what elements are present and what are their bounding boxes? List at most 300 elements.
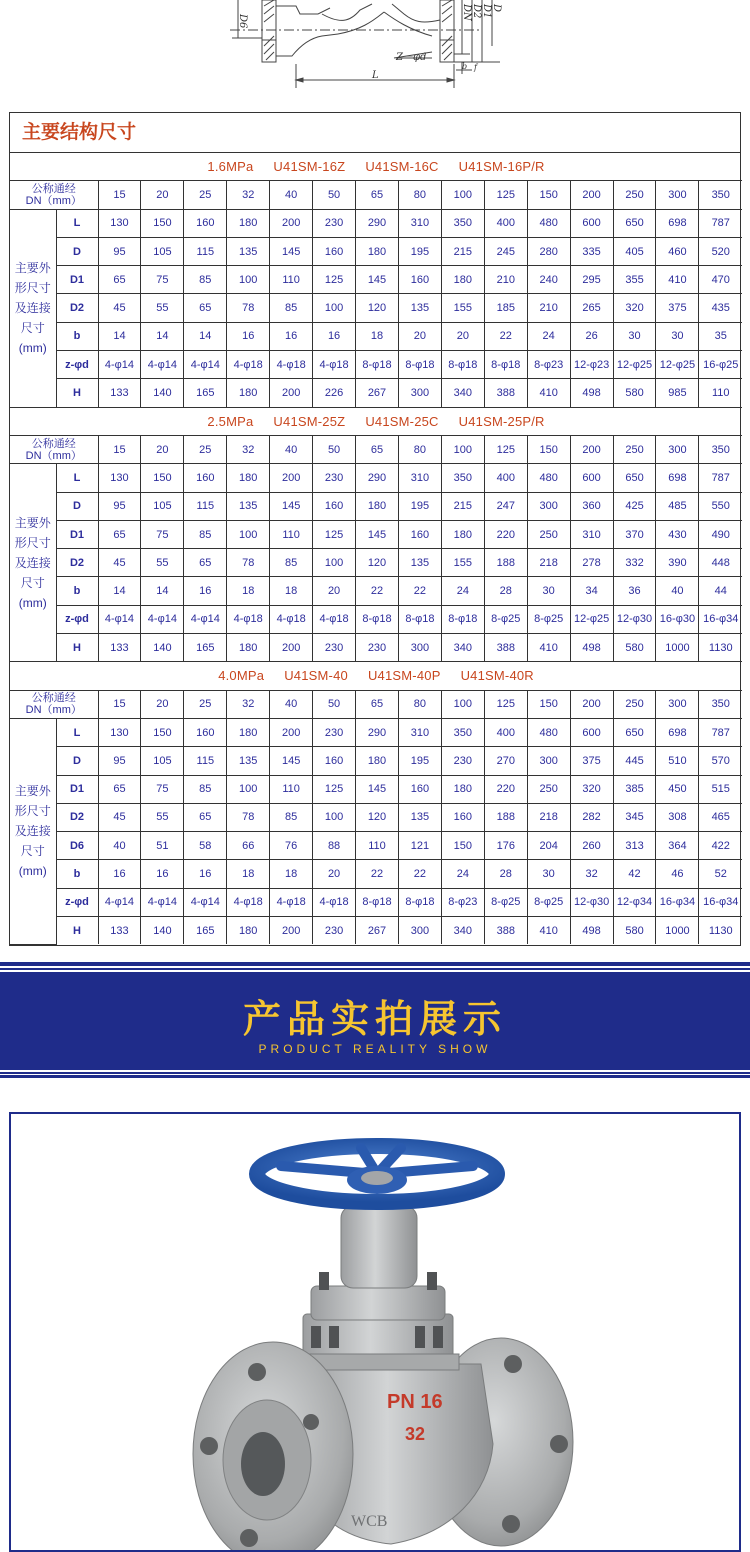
dn-value: 15 — [98, 690, 141, 718]
dimension-value: 308 — [656, 803, 699, 831]
dn-value: 40 — [270, 690, 313, 718]
dimension-value: 105 — [141, 237, 184, 265]
dimension-value: 165 — [184, 379, 227, 407]
dimension-value: 150 — [141, 464, 184, 492]
dimension-value: 95 — [98, 492, 141, 520]
dimension-value: 290 — [356, 464, 399, 492]
dn-value: 100 — [441, 181, 484, 209]
dimension-value: 45 — [98, 549, 141, 577]
dimension-value: 698 — [656, 209, 699, 237]
dimension-value: 110 — [356, 832, 399, 860]
banner-rule — [0, 1072, 750, 1074]
dimension-value: 115 — [184, 747, 227, 775]
dimension-value: 100 — [313, 294, 356, 322]
dn-value: 50 — [313, 435, 356, 463]
valve-section-drawing — [0, 0, 750, 100]
dimension-value: 4-φ18 — [227, 888, 270, 916]
dimension-value: 20 — [441, 322, 484, 350]
body-mark-size: 32 — [405, 1424, 426, 1444]
dn-value: 15 — [98, 435, 141, 463]
dimension-value: 480 — [527, 464, 570, 492]
dimension-value: 115 — [184, 237, 227, 265]
dimension-symbol: z-φd — [56, 888, 98, 916]
dimension-value: 12-φ30 — [570, 888, 613, 916]
dimension-value: 12-φ25 — [613, 351, 656, 379]
dimension-value: 300 — [398, 379, 441, 407]
dimension-value: 160 — [184, 209, 227, 237]
dimension-value: 355 — [613, 266, 656, 294]
dimension-value: 8-φ18 — [356, 888, 399, 916]
dimension-value: 448 — [699, 549, 742, 577]
model-number: U41SM-40 — [284, 668, 348, 684]
dn-value: 25 — [184, 690, 227, 718]
dimension-value: 100 — [227, 266, 270, 294]
dimension-symbol: z-φd — [56, 605, 98, 633]
dimension-value: 200 — [270, 379, 313, 407]
dimension-value: 335 — [570, 237, 613, 265]
dn-value: 350 — [699, 435, 742, 463]
dimension-value: 410 — [527, 917, 570, 945]
dimension-value: 210 — [484, 266, 527, 294]
dimension-value: 30 — [527, 860, 570, 888]
dimension-value: 230 — [313, 209, 356, 237]
dn-value: 125 — [484, 181, 527, 209]
dimension-value: 188 — [484, 549, 527, 577]
dimension-value: 600 — [570, 209, 613, 237]
dimension-value: 230 — [313, 718, 356, 746]
dn-value: 25 — [184, 435, 227, 463]
dimension-value: 400 — [484, 464, 527, 492]
dimension-value: 165 — [184, 917, 227, 945]
dimension-value: 8-φ18 — [398, 888, 441, 916]
dn-value: 350 — [699, 690, 742, 718]
dimension-value: 1000 — [656, 917, 699, 945]
dimension-value: 160 — [398, 520, 441, 548]
dimension-value: 8-φ25 — [527, 888, 570, 916]
dimension-value: 120 — [356, 294, 399, 322]
model-number: U41SM-25P/R — [458, 413, 545, 429]
dimension-value: 45 — [98, 803, 141, 831]
dimension-value: 300 — [527, 492, 570, 520]
dimension-value: 45 — [98, 294, 141, 322]
dimension-value: 150 — [441, 832, 484, 860]
dimension-symbol: b — [56, 322, 98, 350]
dimension-value: 155 — [441, 549, 484, 577]
dimension-group-label: 主要外形尺寸及连接尺寸(mm) — [10, 464, 56, 662]
banner-rule — [0, 1075, 750, 1078]
dimension-value: 465 — [699, 803, 742, 831]
dimension-value: 14 — [184, 322, 227, 350]
dimension-value: 300 — [398, 917, 441, 945]
dimension-value: 160 — [441, 803, 484, 831]
dimension-value: 410 — [527, 634, 570, 662]
dimension-symbol: D6 — [56, 832, 98, 860]
dimension-value: 195 — [398, 492, 441, 520]
dimension-value: 4-φ18 — [227, 605, 270, 633]
dimension-value: 100 — [227, 520, 270, 548]
dimension-value: 14 — [141, 322, 184, 350]
dimension-value: 150 — [141, 718, 184, 746]
dimension-value: 120 — [356, 803, 399, 831]
dimension-value: 160 — [398, 266, 441, 294]
dn-value: 300 — [656, 181, 699, 209]
dimension-value: 215 — [441, 237, 484, 265]
dimension-value: 580 — [613, 379, 656, 407]
dimension-value: 150 — [141, 209, 184, 237]
dimension-symbol: H — [56, 917, 98, 945]
dimension-value: 787 — [699, 464, 742, 492]
dimension-value: 185 — [484, 294, 527, 322]
dimension-value: 360 — [570, 492, 613, 520]
dimension-value: 350 — [441, 464, 484, 492]
dimension-value: 20 — [398, 322, 441, 350]
dimension-value: 180 — [227, 379, 270, 407]
nominal-diameter-label-line: DN（mm） — [25, 194, 82, 207]
dimension-value: 34 — [570, 577, 613, 605]
dimension-value: 125 — [313, 266, 356, 294]
dimension-value: 16 — [184, 860, 227, 888]
dimension-value: 100 — [313, 549, 356, 577]
dimension-value: 8-φ18 — [441, 351, 484, 379]
dimension-table — [10, 153, 742, 945]
dimension-value: 22 — [398, 860, 441, 888]
dn-value: 32 — [227, 435, 270, 463]
dimension-value: 55 — [141, 803, 184, 831]
dimension-value: 698 — [656, 464, 699, 492]
dimension-value: 400 — [484, 209, 527, 237]
dimension-value: 300 — [398, 634, 441, 662]
dimension-value: 218 — [527, 803, 570, 831]
dimension-value: 280 — [527, 237, 570, 265]
dimension-value: 195 — [398, 237, 441, 265]
dimension-value: 14 — [98, 322, 141, 350]
dimension-value: 160 — [313, 492, 356, 520]
dimension-value: 85 — [184, 520, 227, 548]
dimension-value: 16 — [98, 860, 141, 888]
dimension-value: 385 — [613, 775, 656, 803]
model-number: U41SM-25Z — [273, 413, 346, 429]
dimension-value: 480 — [527, 209, 570, 237]
dimension-value: 16 — [313, 322, 356, 350]
dn-value: 65 — [356, 181, 399, 209]
dimension-value: 125 — [313, 775, 356, 803]
dimension-value: 650 — [613, 464, 656, 492]
banner-title: 产品实拍展示 — [242, 997, 507, 1041]
section-banner — [0, 962, 750, 1078]
dimension-value: 282 — [570, 803, 613, 831]
dimension-value: 410 — [656, 266, 699, 294]
dn-value: 300 — [656, 435, 699, 463]
dimension-value: 4-φ14 — [184, 888, 227, 916]
dimension-value: 180 — [227, 209, 270, 237]
pressure-rating: 2.5MPa — [207, 413, 254, 429]
dimension-value: 135 — [227, 747, 270, 775]
dimension-value: 460 — [656, 237, 699, 265]
dimension-value: 18 — [227, 577, 270, 605]
dn-value: 65 — [356, 690, 399, 718]
dimension-value: 95 — [98, 747, 141, 775]
nominal-diameter-label-line: 公称通经 — [31, 692, 76, 705]
dimension-value: 470 — [699, 266, 742, 294]
dn-value: 150 — [527, 690, 570, 718]
dn-value: 40 — [270, 435, 313, 463]
dimension-value: 180 — [227, 917, 270, 945]
nominal-diameter-label-line: 公称通经 — [31, 182, 76, 195]
dn-value: 250 — [613, 181, 656, 209]
dimension-value: 51 — [141, 832, 184, 860]
dimension-value: 260 — [570, 832, 613, 860]
dn-value: 40 — [270, 181, 313, 209]
dimension-value: 130 — [98, 464, 141, 492]
dim-d1-label: D1 — [481, 4, 492, 19]
dimension-symbol: D2 — [56, 294, 98, 322]
dimension-value: 215 — [441, 492, 484, 520]
dimension-value: 14 — [141, 577, 184, 605]
dimension-value: 230 — [313, 634, 356, 662]
dimension-value: 180 — [441, 775, 484, 803]
dimension-value: 580 — [613, 634, 656, 662]
dimension-value: 130 — [98, 718, 141, 746]
dimension-value: 100 — [227, 775, 270, 803]
banner-subtitle: PRODUCT REALITY SHOW — [258, 1042, 492, 1056]
dimension-value: 180 — [356, 747, 399, 775]
dimension-value: 65 — [98, 520, 141, 548]
dimension-value: 176 — [484, 832, 527, 860]
dimension-value: 30 — [656, 322, 699, 350]
pressure-class-header — [10, 407, 742, 435]
dimension-value: 135 — [398, 294, 441, 322]
dimension-value: 180 — [441, 520, 484, 548]
dimension-value: 4-φ14 — [141, 605, 184, 633]
dimension-value: 52 — [699, 860, 742, 888]
dimension-value: 230 — [313, 464, 356, 492]
dimension-value: 480 — [527, 718, 570, 746]
dimension-value: 310 — [398, 718, 441, 746]
dim-dn-label: DN — [461, 4, 472, 21]
dimension-value: 180 — [356, 492, 399, 520]
dimension-value: 4-φ14 — [98, 351, 141, 379]
dimension-value: 340 — [441, 379, 484, 407]
dimension-value: 650 — [613, 209, 656, 237]
dimension-value: 160 — [313, 747, 356, 775]
dimension-value: 270 — [484, 747, 527, 775]
dimension-value: 30 — [613, 322, 656, 350]
dimension-value: 180 — [227, 718, 270, 746]
dimension-value: 140 — [141, 634, 184, 662]
dimension-symbol: b — [56, 860, 98, 888]
dimension-value: 110 — [270, 520, 313, 548]
dimension-value: 250 — [527, 520, 570, 548]
dimension-value: 600 — [570, 464, 613, 492]
dimension-value: 78 — [227, 803, 270, 831]
dn-value: 125 — [484, 435, 527, 463]
dimension-value: 85 — [270, 549, 313, 577]
dimension-value: 410 — [527, 379, 570, 407]
banner-rule — [0, 968, 750, 970]
dimension-value: 267 — [356, 917, 399, 945]
dimension-value: 14 — [98, 577, 141, 605]
dn-value: 125 — [484, 690, 527, 718]
dimension-value: 100 — [313, 803, 356, 831]
dimension-symbol: L — [56, 464, 98, 492]
dn-value: 150 — [527, 435, 570, 463]
dimension-value: 30 — [527, 577, 570, 605]
dimension-value: 375 — [656, 294, 699, 322]
dimension-symbol: H — [56, 634, 98, 662]
dimension-value: 265 — [570, 294, 613, 322]
dimension-value: 485 — [656, 492, 699, 520]
dimension-value: 600 — [570, 718, 613, 746]
dimension-value: 4-φ18 — [313, 605, 356, 633]
dimension-value: 310 — [398, 464, 441, 492]
dimension-value: 105 — [141, 492, 184, 520]
dimension-value: 16-φ34 — [699, 888, 742, 916]
dimension-value: 200 — [270, 464, 313, 492]
dimension-value: 145 — [356, 775, 399, 803]
dimension-symbol: H — [56, 379, 98, 407]
dim-d2-label: D2 — [471, 4, 482, 19]
dimension-value: 204 — [527, 832, 570, 860]
dimension-value: 8-φ23 — [527, 351, 570, 379]
dn-value: 300 — [656, 690, 699, 718]
dimension-value: 180 — [227, 464, 270, 492]
dimension-value: 4-φ14 — [98, 605, 141, 633]
pressure-rating: 4.0MPa — [218, 668, 265, 684]
dimension-value: 200 — [270, 634, 313, 662]
dimension-value: 16-φ25 — [699, 351, 742, 379]
dimension-symbol: D — [56, 747, 98, 775]
dim-d-label: D — [491, 4, 502, 13]
dimension-value: 4-φ14 — [141, 351, 184, 379]
dimension-value: 4-φ18 — [270, 888, 313, 916]
dimension-symbol: D2 — [56, 549, 98, 577]
dimension-value: 310 — [570, 520, 613, 548]
dimension-value: 65 — [184, 803, 227, 831]
dimension-value: 110 — [270, 775, 313, 803]
pressure-class-header — [10, 662, 742, 690]
dimension-symbol: D1 — [56, 775, 98, 803]
dimension-value: 580 — [613, 917, 656, 945]
dimension-value: 22 — [356, 577, 399, 605]
dn-value: 50 — [313, 690, 356, 718]
dimension-value: 65 — [98, 775, 141, 803]
dimension-value: 4-φ18 — [270, 351, 313, 379]
dimension-value: 75 — [141, 520, 184, 548]
left-flange — [193, 1342, 353, 1550]
dimension-value: 26 — [570, 322, 613, 350]
dimension-value: 12-φ30 — [613, 605, 656, 633]
dim-f-label: f — [474, 63, 477, 72]
dimension-value: 364 — [656, 832, 699, 860]
dimension-value: 498 — [570, 917, 613, 945]
dimension-symbol: L — [56, 718, 98, 746]
dn-value: 20 — [141, 690, 184, 718]
dimension-value: 44 — [699, 577, 742, 605]
dimension-value: 145 — [356, 520, 399, 548]
dn-value: 250 — [613, 690, 656, 718]
dimension-value: 230 — [313, 917, 356, 945]
dimension-value: 220 — [484, 775, 527, 803]
dimension-value: 18 — [356, 322, 399, 350]
dimension-value: 40 — [656, 577, 699, 605]
dimension-value: 300 — [527, 747, 570, 775]
dn-value: 25 — [184, 181, 227, 209]
dimension-value: 698 — [656, 718, 699, 746]
dimension-value: 498 — [570, 379, 613, 407]
dimension-value: 787 — [699, 209, 742, 237]
handwheel — [257, 1146, 497, 1202]
dimension-value: 405 — [613, 237, 656, 265]
dimension-value: 388 — [484, 379, 527, 407]
dimension-value: 195 — [398, 747, 441, 775]
dimension-value: 115 — [184, 492, 227, 520]
dimension-value: 85 — [270, 294, 313, 322]
dimension-value: 520 — [699, 237, 742, 265]
dimension-value: 155 — [441, 294, 484, 322]
dimension-value: 16-φ34 — [699, 605, 742, 633]
dimension-value: 133 — [98, 634, 141, 662]
dimension-value: 65 — [184, 294, 227, 322]
dimension-value: 36 — [613, 577, 656, 605]
dimension-value: 350 — [441, 718, 484, 746]
dn-value: 80 — [398, 181, 441, 209]
dimension-value: 145 — [270, 747, 313, 775]
dimension-value: 88 — [313, 832, 356, 860]
dimension-value: 32 — [570, 860, 613, 888]
dimension-value: 250 — [527, 775, 570, 803]
dimension-value: 55 — [141, 549, 184, 577]
body-mark-material: WCB — [351, 1513, 388, 1530]
dn-value: 80 — [398, 435, 441, 463]
dimension-value: 18 — [270, 860, 313, 888]
dimension-value: 16 — [184, 577, 227, 605]
dn-value: 100 — [441, 690, 484, 718]
dimension-value: 310 — [398, 209, 441, 237]
dimension-value: 75 — [141, 266, 184, 294]
dimension-value: 120 — [356, 549, 399, 577]
dimension-value: 8-φ25 — [484, 888, 527, 916]
dimension-value: 8-φ18 — [441, 605, 484, 633]
dimension-value: 8-φ18 — [356, 351, 399, 379]
dimension-value: 140 — [141, 379, 184, 407]
dn-value: 32 — [227, 181, 270, 209]
dimension-value: 8-φ25 — [484, 605, 527, 633]
dimension-group-label: 主要外形尺寸及连接尺寸(mm) — [10, 718, 56, 944]
dimension-value: 105 — [141, 747, 184, 775]
dimension-value: 8-φ25 — [527, 605, 570, 633]
dimension-value: 445 — [613, 747, 656, 775]
dimension-value: 498 — [570, 634, 613, 662]
dimension-value: 650 — [613, 718, 656, 746]
dn-value: 200 — [570, 690, 613, 718]
nominal-diameter-label-line: DN（mm） — [25, 449, 82, 462]
model-number: U41SM-40R — [460, 668, 534, 684]
dimension-value: 24 — [441, 860, 484, 888]
dimension-value: 490 — [699, 520, 742, 548]
dimension-value: 278 — [570, 549, 613, 577]
dimension-value: 332 — [613, 549, 656, 577]
dimension-value: 8-φ18 — [398, 605, 441, 633]
dimension-value: 140 — [141, 917, 184, 945]
dimension-value: 425 — [613, 492, 656, 520]
dn-value: 15 — [98, 181, 141, 209]
dimension-value: 75 — [141, 775, 184, 803]
dimension-value: 180 — [441, 266, 484, 294]
model-number: U41SM-25C — [365, 413, 439, 429]
dimension-value: 145 — [270, 237, 313, 265]
dimension-symbol: z-φd — [56, 351, 98, 379]
dimension-value: 295 — [570, 266, 613, 294]
